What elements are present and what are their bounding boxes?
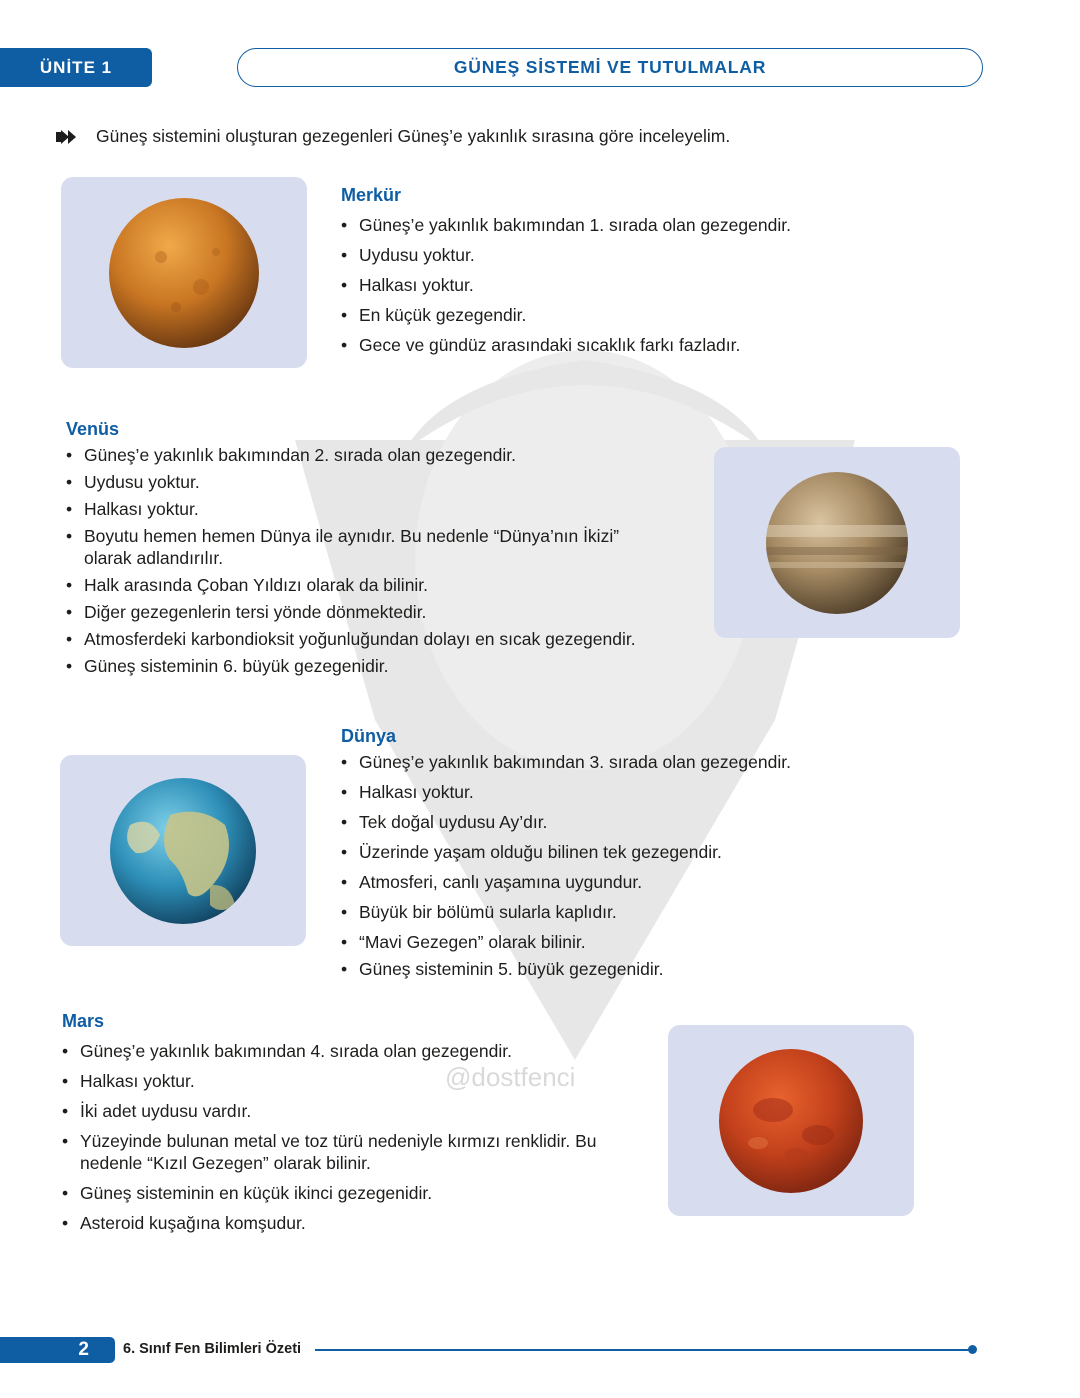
list-item: • Üzerinde yaşam olduğu bilinen tek gezegendir. [341, 841, 901, 863]
footer-rule [315, 1349, 970, 1351]
intro-line [56, 126, 956, 147]
list-item: • İki adet uydusu vardır. [62, 1100, 642, 1122]
list-item: • Güneş’e yakınlık bakımından 3. sırada olan gezegendir. [341, 751, 901, 773]
mercury-image-card [61, 177, 307, 368]
earth-image-card [60, 755, 306, 946]
list-item: • Halkası yoktur. [341, 274, 901, 296]
list-item: • Güneş’e yakınlık bakımından 4. sırada olan gezegendir. [62, 1040, 642, 1062]
list-item: • Atmosferi, canlı yaşamına uygundur. [341, 871, 901, 893]
venus-section [66, 419, 666, 682]
list-item: • Güneş sisteminin 6. büyük gezegenidir. [66, 655, 666, 677]
list-item: • Boyutu hemen hemen Dünya ile aynıdır. Bu nedenle “Dünya’nın İkizi” olarak adlandırılır. [66, 525, 644, 569]
venus-image-card [714, 447, 960, 638]
list-item: • Halkası yoktur. [341, 781, 901, 803]
list-item: • Güneş sisteminin en küçük ikinci gezegenidir. [62, 1182, 642, 1204]
unit-tab: ÜNİTE 1 [0, 48, 152, 87]
list-item: • Uydusu yoktur. [341, 244, 901, 266]
venus-title: Venüs [66, 419, 120, 439]
list-item: • Atmosferdeki karbondioksit yoğunluğundan dolayı en sıcak gezegendir. [66, 628, 666, 650]
list-item: • En küçük gezegendir. [341, 304, 901, 326]
double-arrow-icon [56, 130, 80, 144]
mercury-planet-icon [61, 177, 307, 368]
mercury-title: Merkür [341, 185, 402, 205]
earth-title: Dünya [341, 726, 397, 746]
list-item: • Güneş’e yakınlık bakımından 1. sırada olan gezegendir. [341, 214, 901, 236]
footer-dot [968, 1345, 977, 1354]
list-item: • Büyük bir bölümü sularla kaplıdır. [341, 901, 901, 923]
page-title: GÜNEŞ SİSTEMİ VE TUTULMALAR [237, 48, 983, 87]
list-item: • Güneş sisteminin 5. büyük gezegenidir. [341, 958, 901, 980]
list-item: • Yüzeyinde bulunan metal ve toz türü nedeniyle kırmızı renklidir. Bu nedenle “Kızıl Gezegen” olarak bilinir. [62, 1130, 625, 1174]
list-item: • Halkası yoktur. [62, 1070, 642, 1092]
earth-planet-icon [60, 755, 306, 946]
list-item: • “Mavi Gezegen” olarak bilinir. [341, 931, 901, 953]
mars-planet-icon [668, 1025, 914, 1216]
page-number: 2 [0, 1337, 115, 1363]
watermark-handle: @dostfenci [445, 1062, 576, 1092]
list-item: • Halkası yoktur. [66, 498, 666, 520]
mars-title: Mars [62, 1011, 105, 1031]
list-item: • Diğer gezegenlerin tersi yönde dönmektedir. [66, 601, 666, 623]
intro-text: Güneş sistemini oluşturan gezegenleri Güneş’e yakınlık sırasına göre inceleyelim. [96, 126, 731, 146]
mars-image-card [668, 1025, 914, 1216]
list-item: • Halk arasında Çoban Yıldızı olarak da bilinir. [66, 574, 666, 596]
mercury-section [341, 185, 901, 364]
earth-section [341, 726, 901, 988]
venus-planet-icon [714, 447, 960, 638]
list-item: • Tek doğal uydusu Ay’dır. [341, 811, 901, 833]
list-item: • Gece ve gündüz arasındaki sıcaklık farkı fazladır. [341, 334, 901, 356]
book-title: 6. Sınıf Fen Bilimleri Özeti [123, 1341, 302, 1357]
mars-section [62, 1011, 642, 1242]
list-item: • Asteroid kuşağına komşudur. [62, 1212, 642, 1234]
list-item: • Güneş’e yakınlık bakımından 2. sırada olan gezegendir. [66, 444, 666, 466]
list-item: • Uydusu yoktur. [66, 471, 666, 493]
